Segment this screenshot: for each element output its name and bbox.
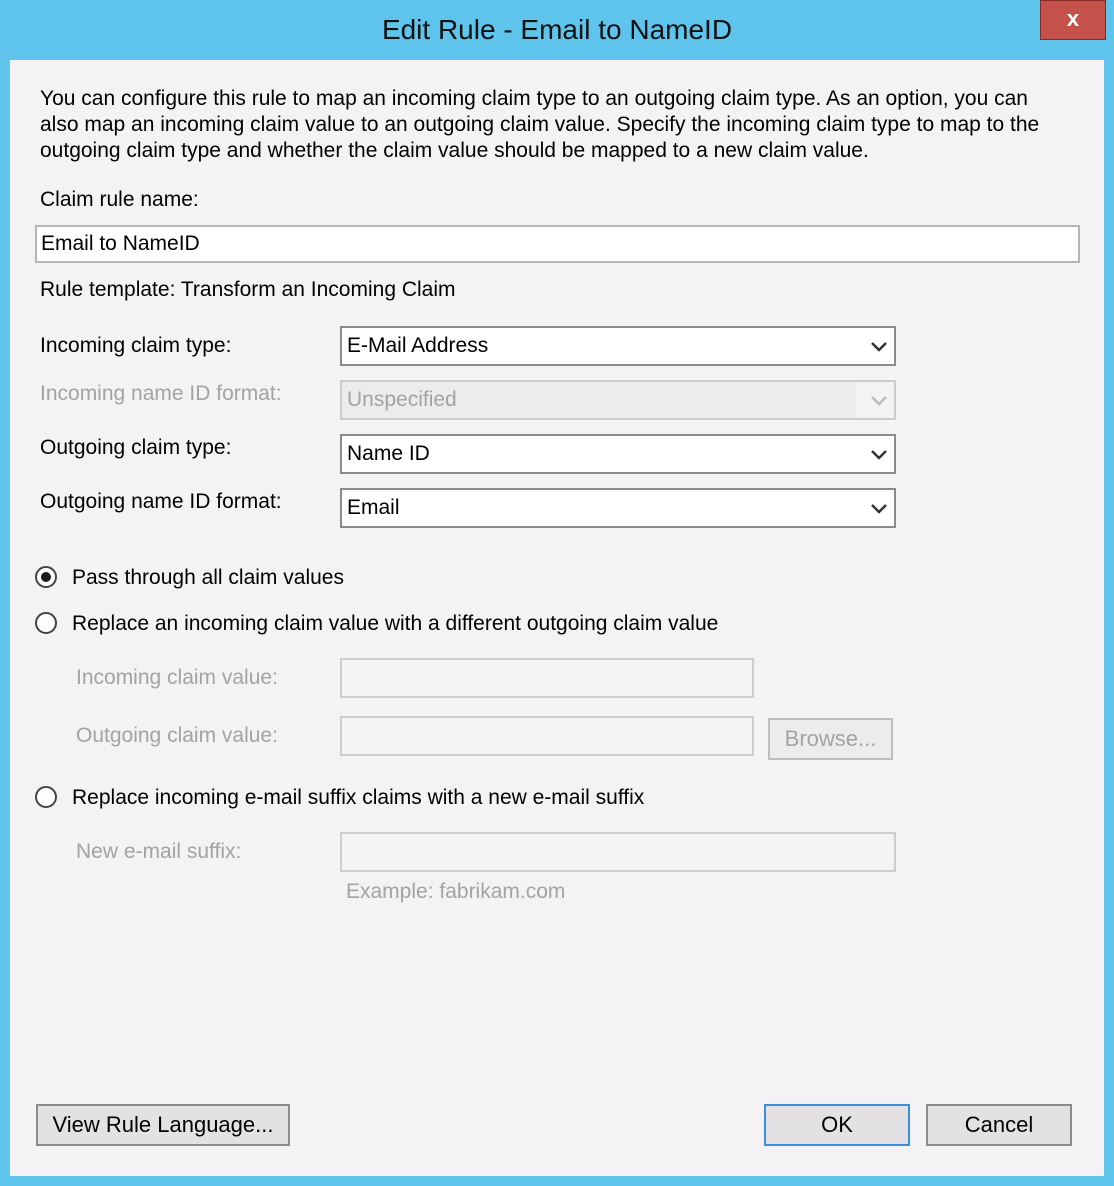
- description-text: You can configure this rule to map an incoming claim type to an outgoing claim type. As an option, you can also map an incoming claim value to an outgoing claim value. Specify the incoming claim type to map to the outgoing claim type and whether the claim value should be mapped to a new claim value.: [40, 87, 1040, 162]
- chevron-down-icon: [870, 328, 888, 364]
- replace-suffix-radio[interactable]: [35, 786, 57, 808]
- outgoing-claim-value-label: Outgoing claim value:: [76, 724, 278, 747]
- outgoing-claim-type-label: Outgoing claim type:: [40, 436, 232, 459]
- incoming-claim-value-input[interactable]: [340, 658, 754, 698]
- incoming-name-id-format-label: Incoming name ID format:: [40, 382, 282, 405]
- pass-through-radio[interactable]: [35, 566, 57, 588]
- cancel-button[interactable]: Cancel: [926, 1104, 1072, 1146]
- chevron-down-icon: [870, 490, 888, 526]
- outgoing-claim-type-select[interactable]: [340, 434, 896, 474]
- incoming-name-id-format-select[interactable]: [340, 380, 896, 420]
- ok-button[interactable]: OK: [764, 1104, 910, 1146]
- rule-template-text: Rule template: Transform an Incoming Claim: [40, 278, 456, 301]
- replace-value-radio[interactable]: [35, 612, 57, 634]
- browse-button[interactable]: Browse...: [768, 718, 893, 760]
- claim-rule-name-label: Claim rule name:: [40, 188, 199, 211]
- close-button[interactable]: [1040, 0, 1106, 40]
- pass-through-label[interactable]: Pass through all claim values: [72, 566, 344, 589]
- window-title: Edit Rule - Email to NameID: [381, 14, 733, 45]
- incoming-claim-type-value: E-Mail Address: [347, 334, 489, 357]
- outgoing-claim-type-value: Name ID: [347, 442, 430, 465]
- replace-value-label[interactable]: Replace an incoming claim value with a different outgoing claim value: [72, 612, 719, 635]
- outgoing-name-id-format-select[interactable]: [340, 488, 896, 528]
- outgoing-name-id-format-label: Outgoing name ID format:: [40, 490, 282, 513]
- title-bar[interactable]: [0, 0, 1114, 60]
- chevron-down-icon: [870, 382, 888, 418]
- dialog-body: [10, 60, 1104, 1176]
- example-text: Example: fabrikam.com: [346, 880, 566, 903]
- view-rule-language-button[interactable]: View Rule Language...: [36, 1104, 290, 1146]
- incoming-claim-type-select[interactable]: [340, 326, 896, 366]
- claim-rule-name-input[interactable]: [35, 225, 1080, 263]
- replace-suffix-label[interactable]: Replace incoming e-mail suffix claims with a new e-mail suffix: [72, 786, 645, 809]
- new-email-suffix-input[interactable]: [340, 832, 896, 872]
- incoming-name-id-format-value: Unspecified: [347, 388, 457, 411]
- incoming-claim-type-label: Incoming claim type:: [40, 334, 232, 357]
- radio-selected-icon: [41, 572, 51, 582]
- outgoing-name-id-format-value: Email: [347, 496, 400, 519]
- new-email-suffix-label: New e-mail suffix:: [76, 840, 242, 863]
- outgoing-claim-value-input[interactable]: [340, 716, 754, 756]
- chevron-down-icon: [870, 436, 888, 472]
- incoming-claim-value-label: Incoming claim value:: [76, 666, 278, 689]
- close-icon: x: [1066, 6, 1080, 31]
